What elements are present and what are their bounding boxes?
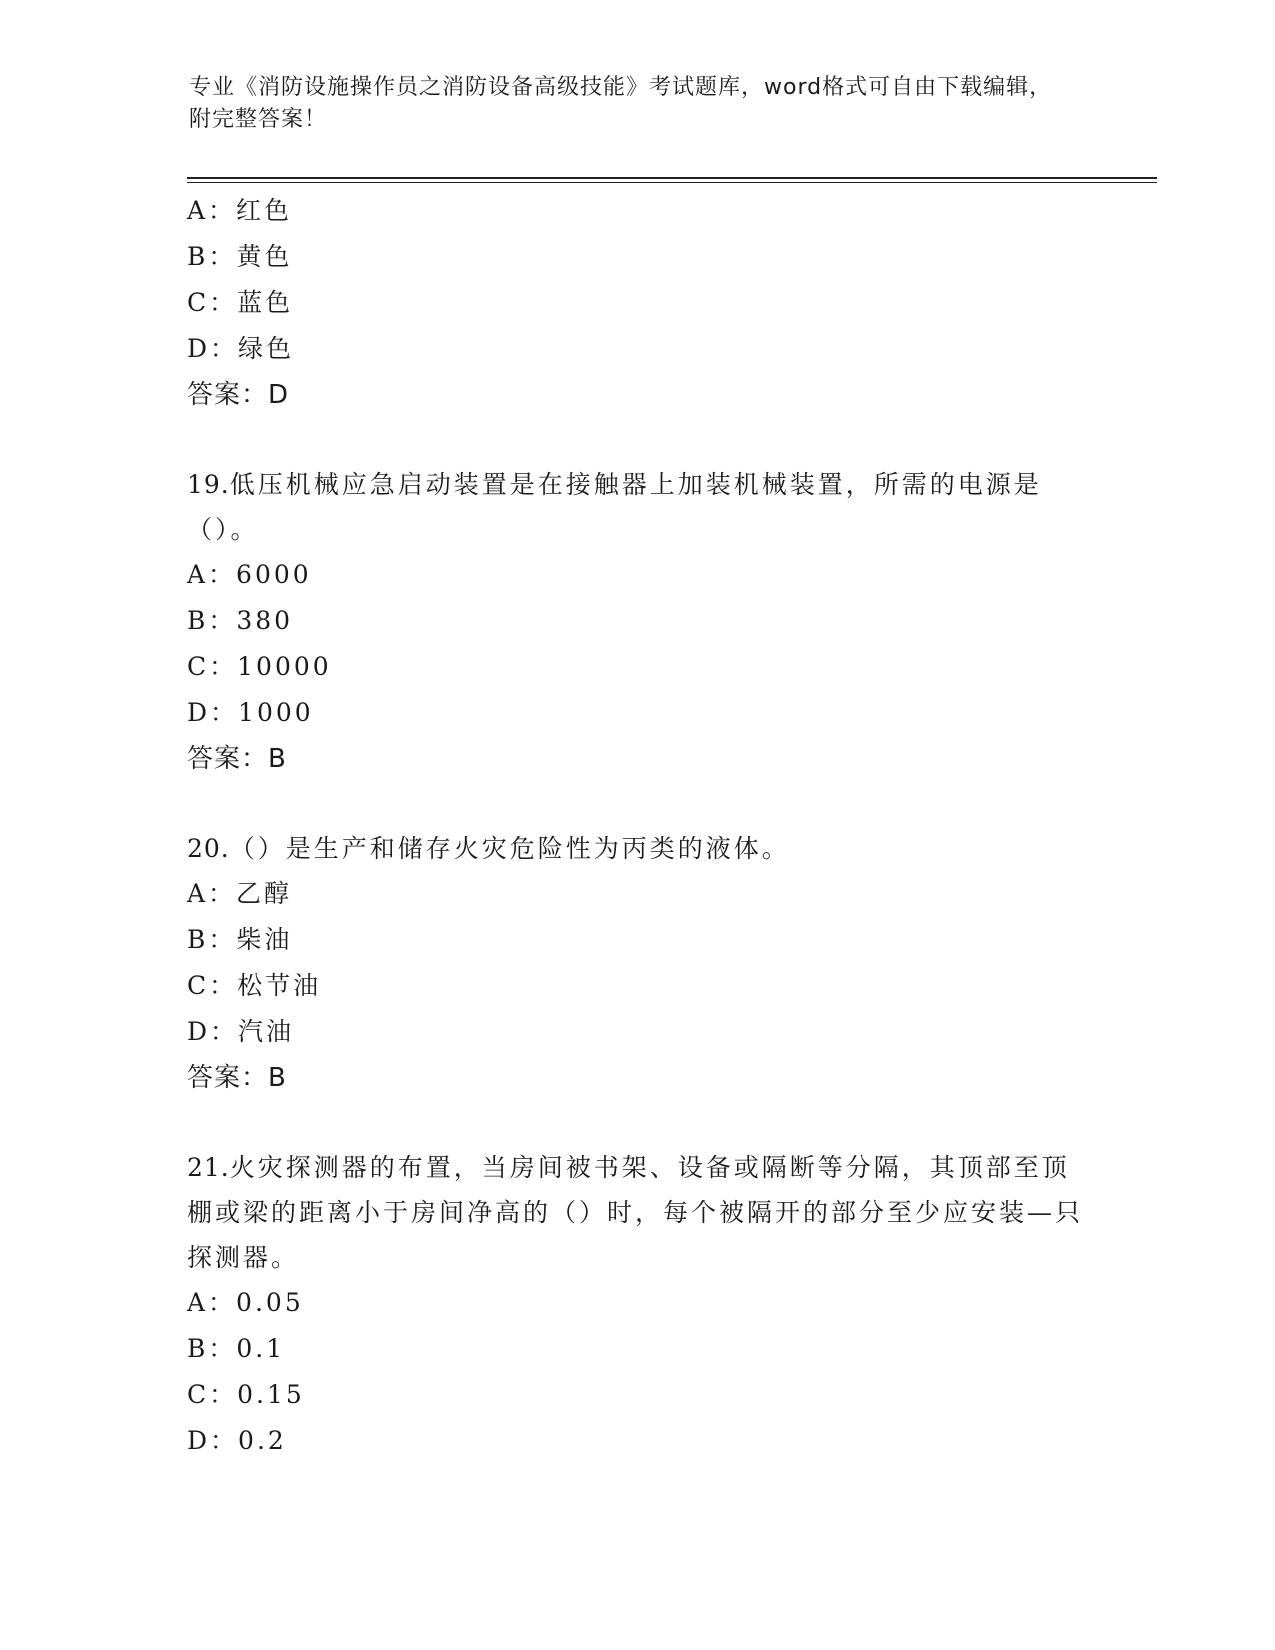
question-20 [187, 826, 1087, 1101]
question-stem: 火灾探测器的布置，当房间被书架、设备或隔断等分隔，其顶部至顶棚或梁的距离小于房间净高的（）时，每个被隔开的部分至少应安装—只探测器。 [187, 1153, 1084, 1272]
option-d: D：0.2 [187, 1426, 287, 1455]
option-b: B：0.1 [187, 1334, 286, 1363]
option-b: B：柴油 [187, 925, 293, 954]
header-divider-thin [187, 182, 1157, 183]
option-a: A：6000 [187, 560, 312, 589]
question-18 [187, 188, 1087, 418]
option-d: D：汽油 [187, 1017, 295, 1046]
question-19 [187, 462, 1087, 782]
question-text [187, 1145, 1087, 1280]
question-text [187, 462, 1087, 552]
option-a: A：0.05 [187, 1288, 304, 1317]
option-c: C：0.15 [187, 1380, 305, 1409]
option-a: A：红色 [187, 196, 293, 225]
option-a: A：乙醇 [187, 879, 293, 908]
option-c: C：10000 [187, 652, 332, 681]
option-d: D：1000 [187, 698, 314, 727]
option-b: B：黄色 [187, 242, 293, 271]
option-b: B：380 [187, 606, 294, 635]
question-number: 20. [187, 834, 230, 863]
header-divider [187, 177, 1157, 179]
question-number: 21. [187, 1153, 230, 1182]
option-c: C：松节油 [187, 971, 322, 1000]
question-list [187, 188, 1087, 1464]
question-stem: 低压机械应急启动装置是在接触器上加装机械装置，所需的电源是（）。 [187, 470, 1042, 544]
option-d: D：绿色 [187, 334, 295, 363]
question-stem: （）是生产和储存火灾危险性为丙类的液体。 [229, 834, 790, 863]
answer-line: 答案：B [187, 744, 287, 774]
answer-line: 答案：B [187, 1063, 287, 1093]
question-21 [187, 1145, 1087, 1464]
answer-line: 答案：D [187, 380, 290, 410]
option-c: C：蓝色 [187, 288, 294, 317]
question-text [187, 826, 1087, 871]
question-number: 19. [187, 470, 230, 499]
document-header: 专业《消防设施操作员之消防设备高级技能》考试题库，word格式可自由下载编辑，附完整答案！ [189, 75, 1053, 132]
